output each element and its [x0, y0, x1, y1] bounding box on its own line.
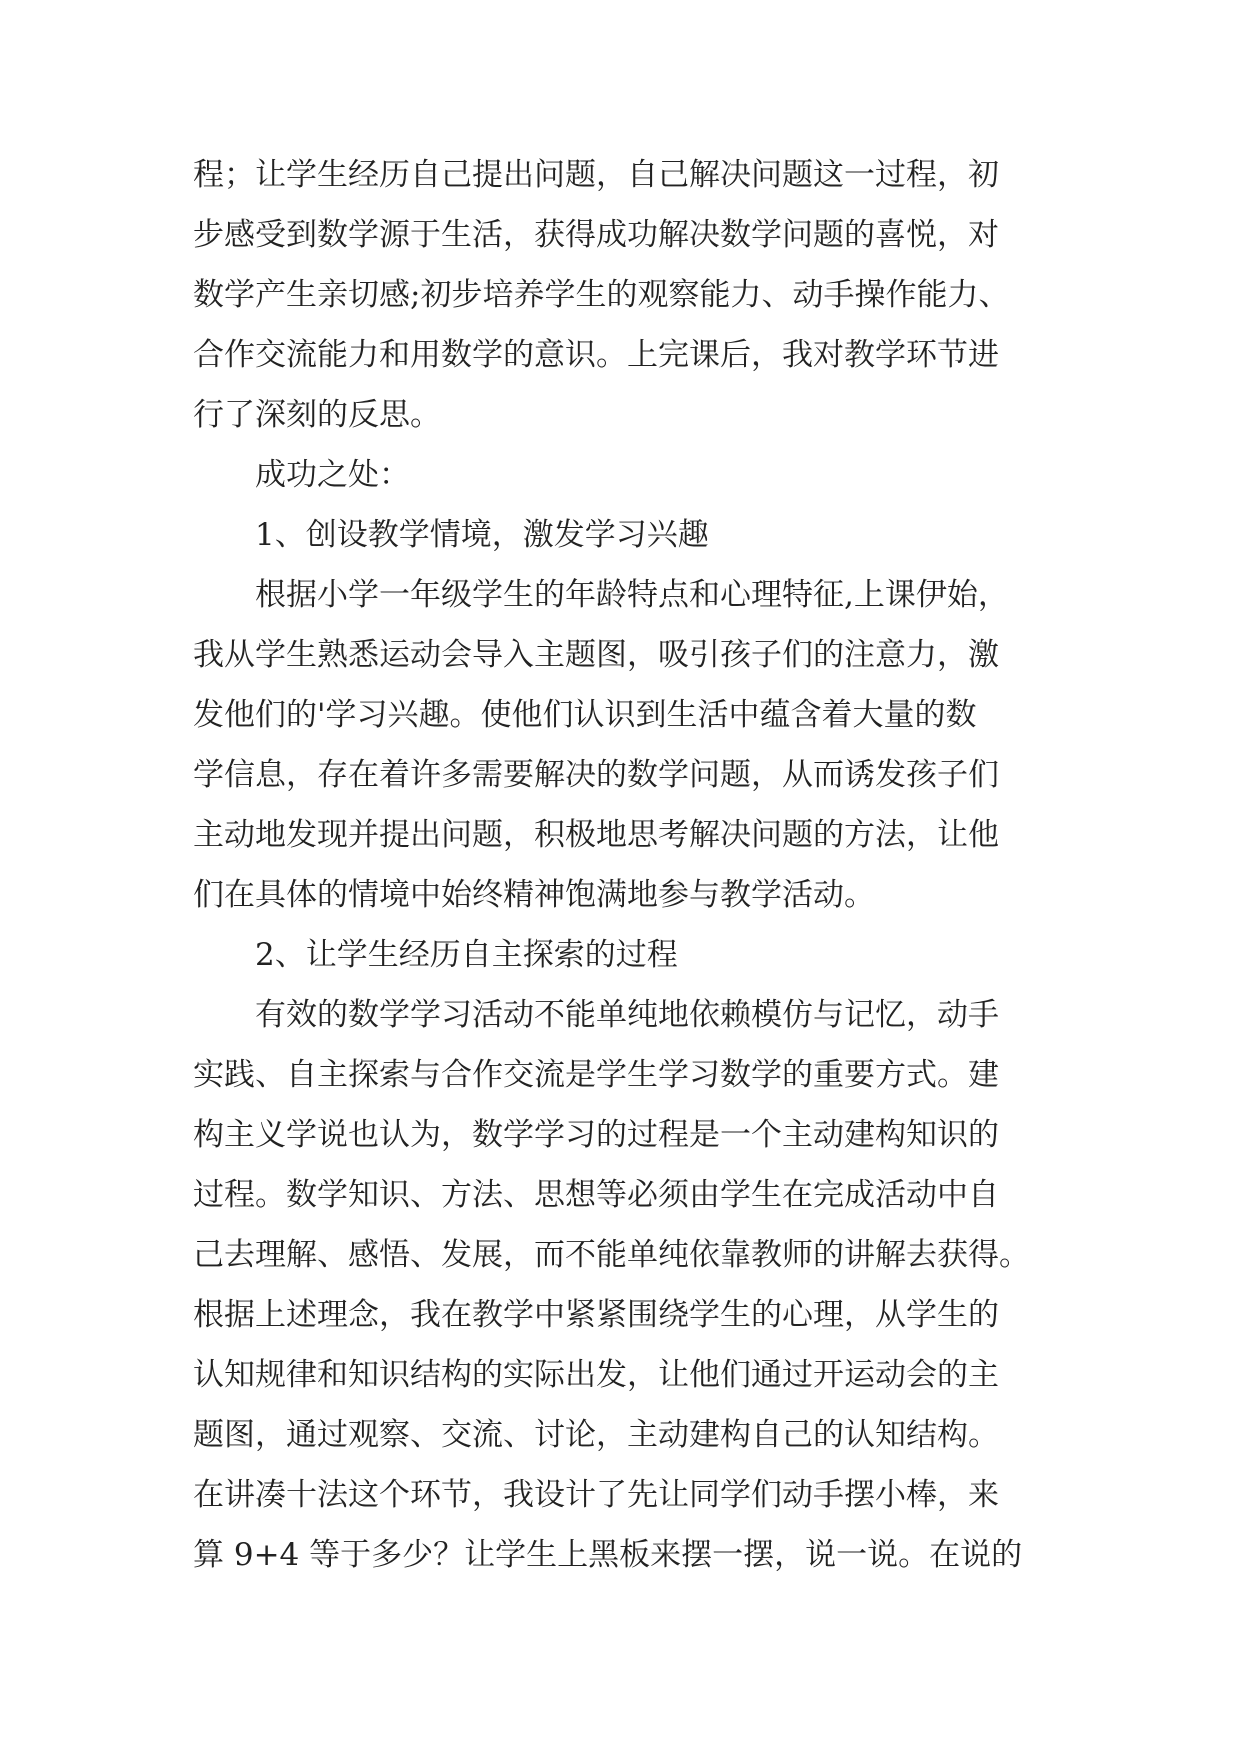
text-line: 根据上述理念，我在教学中紧紧围绕学生的心理，从学生的 — [193, 1297, 999, 1333]
text-line: 算 9+4 等于多少？让学生上黑板来摆一摆，说一说。在说的 — [193, 1537, 1023, 1573]
text-line: 1、创设教学情境，激发学习兴趣 — [255, 517, 709, 553]
text-line: 数学产生亲切感;初步培养学生的观察能力、动手操作能力、 — [193, 277, 1010, 313]
text-line: 认知规律和知识结构的实际出发，让他们通过开运动会的主 — [193, 1357, 999, 1393]
text-line: 行了深刻的反思。 — [193, 397, 441, 433]
text-line: 主动地发现并提出问题，积极地思考解决问题的方法，让他 — [193, 817, 999, 853]
text-line: 2、让学生经历自主探索的过程 — [255, 937, 678, 973]
text-line: 合作交流能力和用数学的意识。上完课后，我对教学环节进 — [193, 337, 999, 373]
text-line: 有效的数学学习活动不能单纯地依赖模仿与记忆，动手 — [255, 997, 999, 1033]
text-line: 成功之处： — [255, 457, 410, 493]
text-line: 我从学生熟悉运动会导入主题图，吸引孩子们的注意力，激 — [193, 637, 999, 673]
text-line: 过程。数学知识、方法、思想等必须由学生在完成活动中自 — [193, 1177, 999, 1213]
text-line: 在讲凑十法这个环节，我设计了先让同学们动手摆小棒，来 — [193, 1477, 999, 1513]
text-line: 实践、自主探索与合作交流是学生学习数学的重要方式。建 — [193, 1057, 999, 1093]
text-line: 步感受到数学源于生活，获得成功解决数学问题的喜悦，对 — [193, 217, 999, 253]
text-line: 学信息，存在着许多需要解决的数学问题，从而诱发孩子们 — [193, 757, 999, 793]
text-line: 们在具体的情境中始终精神饱满地参与教学活动。 — [193, 877, 875, 913]
text-line: 发他们的'学习兴趣。使他们认识到生活中蕴含着大量的数 — [193, 697, 977, 733]
text-line: 程；让学生经历自己提出问题，自己解决问题这一过程，初 — [193, 157, 999, 193]
text-line: 题图，通过观察、交流、讨论，主动建构自己的认知结构。 — [193, 1417, 999, 1453]
text-line: 构主义学说也认为，数学学习的过程是一个主动建构知识的 — [193, 1117, 999, 1153]
text-line: 根据小学一年级学生的年龄特点和心理特征,上课伊始， — [255, 577, 1009, 613]
text-line: 己去理解、感悟、发展，而不能单纯依靠教师的讲解去获得。 — [193, 1237, 1030, 1273]
document-body — [193, 145, 1061, 1585]
